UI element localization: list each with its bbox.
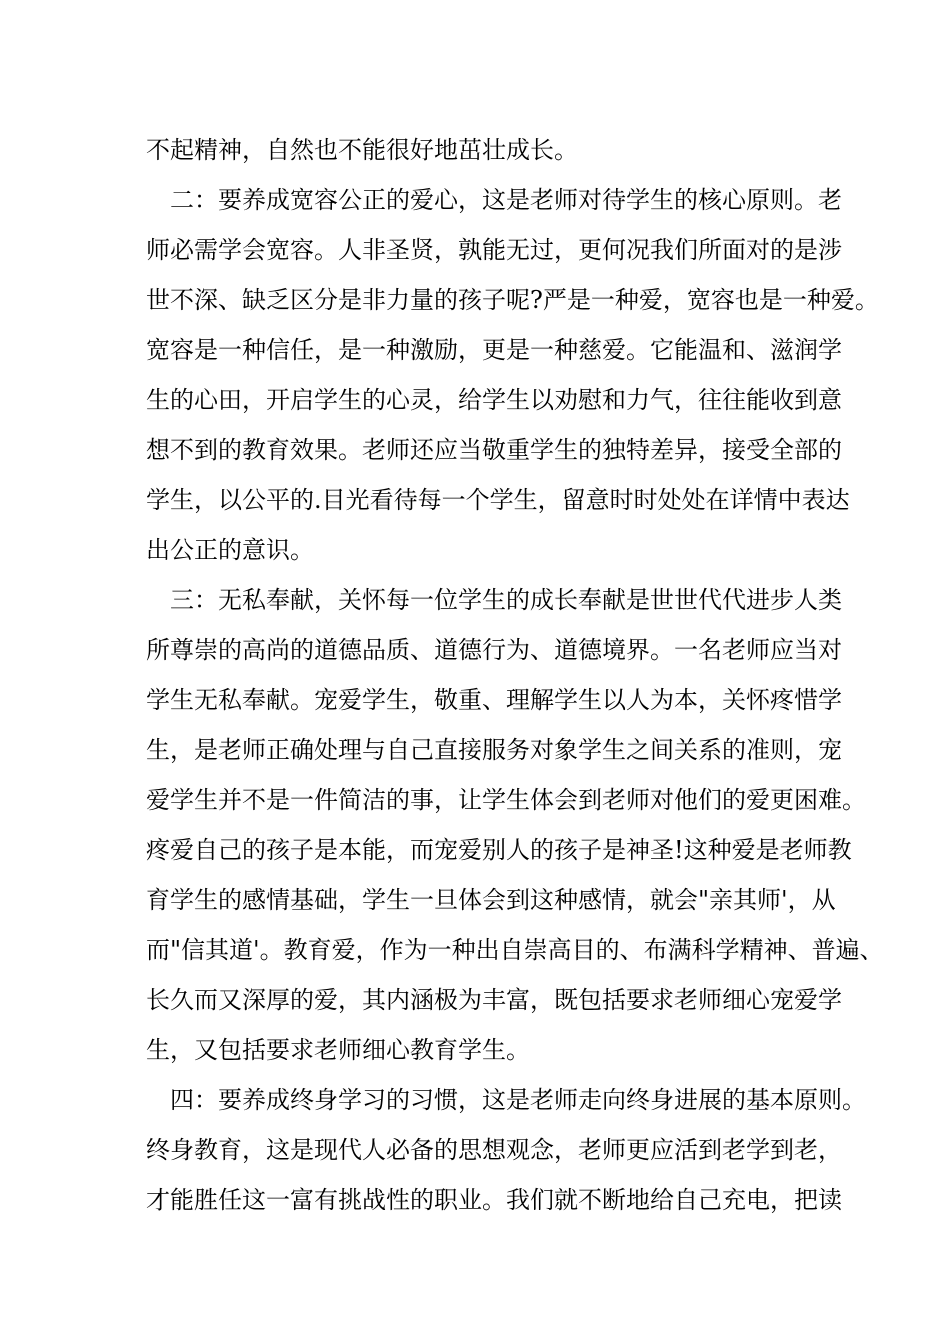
text-line: 疼爱自己的孩子是本能，而宠爱别人的孩子是神圣!这种爱是老师教 bbox=[146, 836, 852, 864]
text-line: 生，是老师正确处理与自己直接服务对象学生之间关系的准则，宠 bbox=[146, 736, 842, 764]
text-line: 生，又包括要求老师细心教育学生。 bbox=[146, 1036, 530, 1064]
text-line: 不起精神，自然也不能很好地茁壮成长。 bbox=[146, 136, 578, 164]
text-line: 师必需学会宽容。人非圣贤，孰能无过，更何况我们所面对的是涉 bbox=[146, 236, 842, 264]
text-line: 学生，以公平的.目光看待每一个学生，留意时时处处在详情中表达 bbox=[146, 486, 850, 514]
text-line: 想不到的教育效果。老师还应当敬重学生的独特差异，接受全部的 bbox=[146, 436, 842, 464]
text-line: 育学生的感情基础，学生一旦体会到这种感情，就会"亲其师'，从 bbox=[146, 886, 836, 914]
text-line: 生的心田，开启学生的心灵，给学生以劝慰和力气，往往能收到意 bbox=[146, 386, 842, 414]
text-line: 所尊崇的高尚的道德品质、道德行为、道德境界。一名老师应当对 bbox=[146, 636, 842, 664]
text-line: 终身教育，这是现代人必备的思想观念，老师更应活到老学到老， bbox=[146, 1136, 842, 1164]
text-line: 世不深、缺乏区分是非力量的孩子呢?严是一种爱，宽容也是一种爱。 bbox=[146, 286, 879, 314]
text-line: 出公正的意识。 bbox=[146, 536, 314, 564]
text-line: 宽容是一种信任，是一种激励，更是一种慈爱。它能温和、滋润学 bbox=[146, 336, 842, 364]
text-line: 爱学生并不是一件简洁的事，让学生体会到老师对他们的爱更困难。 bbox=[146, 786, 866, 814]
text-line: 学生无私奉献。宠爱学生，敬重、理解学生以人为本，关怀疼惜学 bbox=[146, 686, 842, 714]
text-line: 才能胜任这一富有挑战性的职业。我们就不断地给自己充电，把读 bbox=[146, 1186, 842, 1214]
paragraph-4-start: 四：要养成终身学习的习惯，这是老师走向终身进展的基本原则。 bbox=[170, 1086, 866, 1114]
text-line: 长久而又深厚的爱，其内涵极为丰富，既包括要求老师细心宠爱学 bbox=[146, 986, 842, 1014]
paragraph-3-start: 三：无私奉献，关怀每一位学生的成长奉献是世世代代进步人类 bbox=[170, 586, 842, 614]
text-line: 而"信其道'。教育爱，作为一种出自崇高目的、布满科学精神、普遍、 bbox=[146, 936, 884, 964]
paragraph-2-start: 二：要养成宽容公正的爱心，这是老师对待学生的核心原则。老 bbox=[170, 186, 842, 214]
